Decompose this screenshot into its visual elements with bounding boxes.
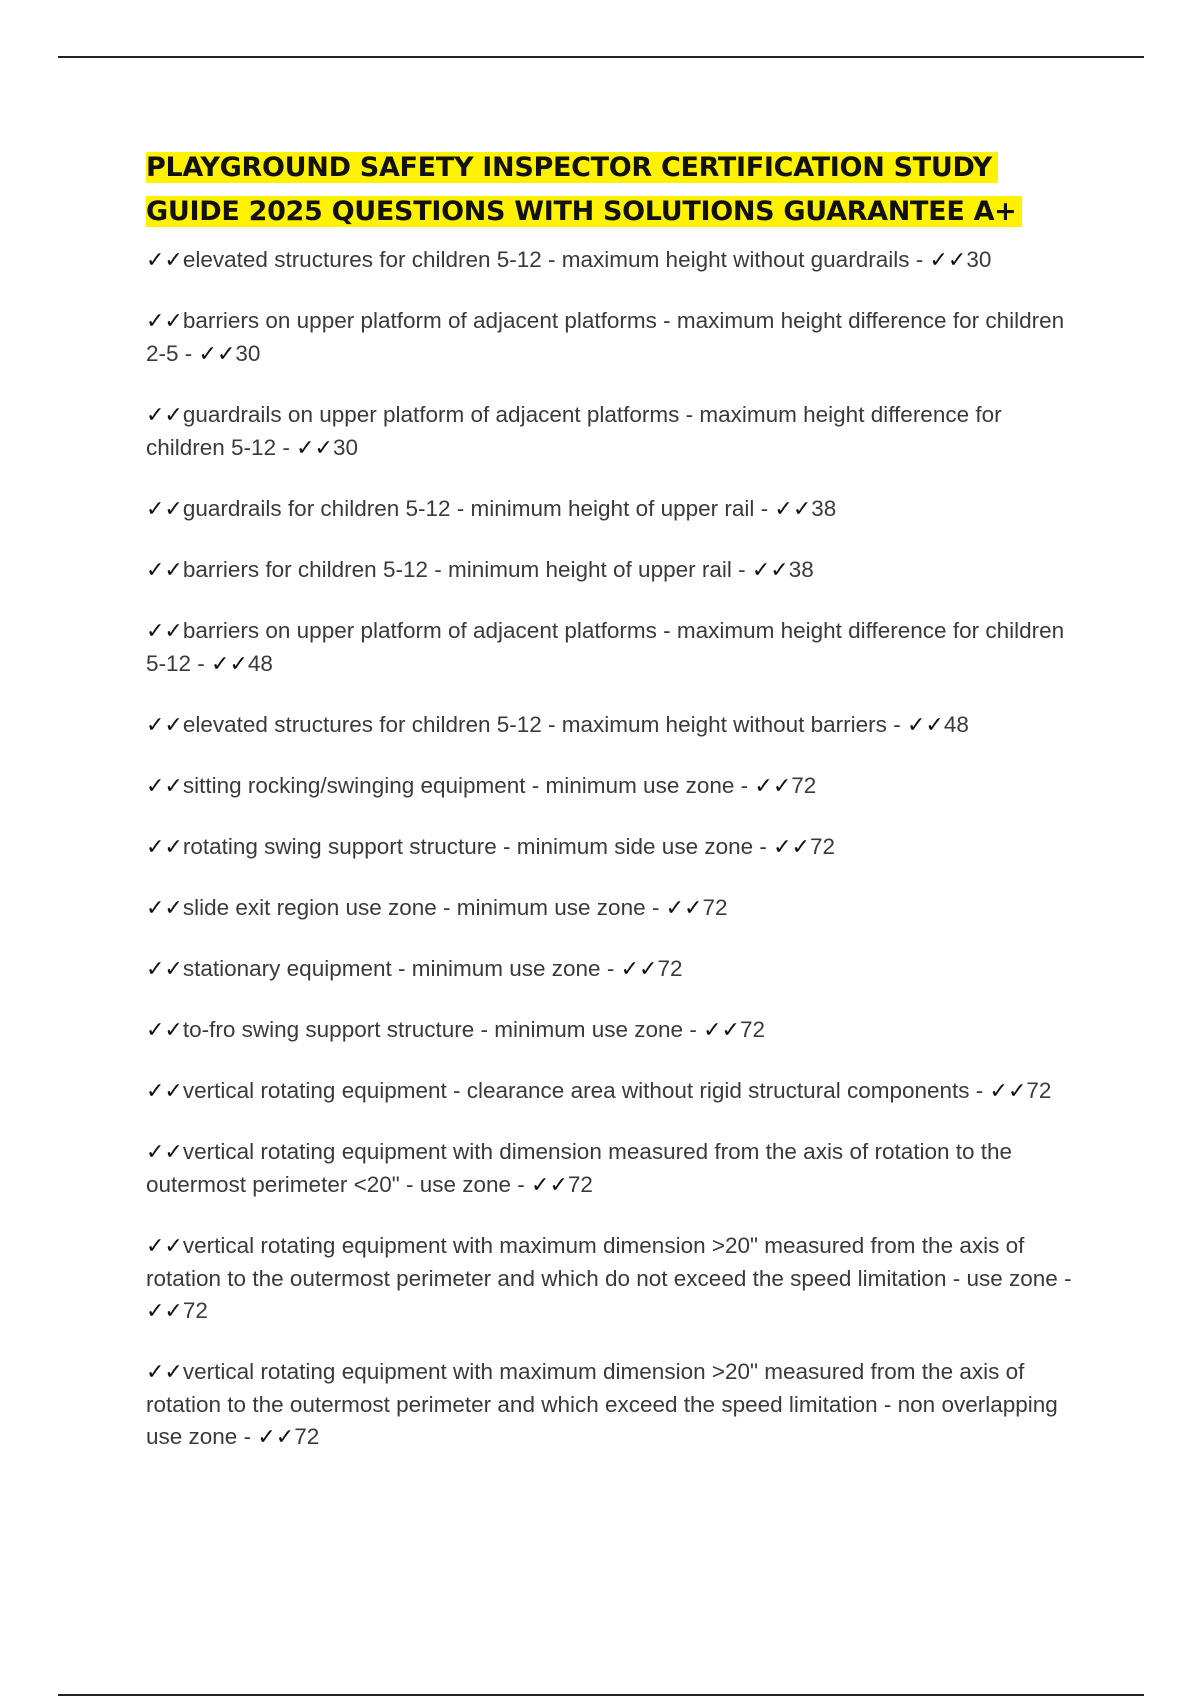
qa-item <box>146 831 1086 864</box>
separator: - <box>969 1078 990 1103</box>
check-mark-icon: ✓✓ <box>929 248 967 273</box>
separator: - <box>683 1017 704 1042</box>
check-mark-icon: ✓✓ <box>146 619 183 644</box>
qa-item <box>146 770 1086 803</box>
question-text: to-fro swing support structure - minimum use zone <box>182 1017 684 1042</box>
answer-text: 30 <box>332 435 358 460</box>
answer-text: 38 <box>811 496 837 521</box>
bottom-rule <box>58 1694 1144 1696</box>
answer-text: 72 <box>294 1424 320 1449</box>
qa-item <box>146 1014 1086 1047</box>
check-mark-icon: ✓✓ <box>146 713 183 738</box>
check-mark-icon: ✓✓ <box>774 497 812 522</box>
check-mark-icon: ✓✓ <box>146 1140 183 1165</box>
check-mark-icon: ✓✓ <box>989 1079 1027 1104</box>
qa-item <box>146 1230 1086 1328</box>
qa-item <box>146 1136 1086 1202</box>
document-body <box>146 146 1086 1482</box>
question-text: stationary equipment - minimum use zone <box>182 956 601 981</box>
question-text: vertical rotating equipment with maximum dimension >20" measured from the axis of rotation to the outermost perimeter and which exceed the speed limitation - non overlapping use zone <box>146 1359 1058 1449</box>
title-highlight: PLAYGROUND SAFETY INSPECTOR CERTIFICATION STUDY GUIDE 2025 QUESTIONS WITH SOLUTIONS GUARANTEE A+ <box>146 152 1022 227</box>
separator: - <box>178 341 199 366</box>
check-mark-icon: ✓✓ <box>211 652 248 677</box>
qa-item <box>146 1356 1086 1454</box>
check-mark-icon: ✓✓ <box>146 896 183 921</box>
question-text: guardrails for children 5-12 - minimum height of upper rail <box>182 496 755 521</box>
qa-item <box>146 1075 1086 1108</box>
separator: - <box>645 895 666 920</box>
separator: - <box>600 956 621 981</box>
question-text: vertical rotating equipment - clearance area without rigid structural components <box>182 1078 970 1103</box>
check-mark-icon: ✓✓ <box>754 774 792 799</box>
question-text: elevated structures for children 5-12 - maximum height without guardrails <box>182 247 910 272</box>
check-mark-icon: ✓✓ <box>146 1299 183 1324</box>
answer-text: 48 <box>943 712 969 737</box>
qa-item <box>146 399 1086 465</box>
check-mark-icon: ✓✓ <box>146 1360 183 1385</box>
answer-text: 72 <box>182 1298 208 1323</box>
check-mark-icon: ✓✓ <box>146 1018 183 1043</box>
check-mark-icon: ✓✓ <box>703 1018 740 1043</box>
check-mark-icon: ✓✓ <box>906 713 944 738</box>
separator: - <box>1057 1266 1072 1291</box>
separator: - <box>886 712 907 737</box>
check-mark-icon: ✓✓ <box>296 436 333 461</box>
separator: - <box>276 435 297 460</box>
check-mark-icon: ✓✓ <box>146 248 183 273</box>
check-mark-icon: ✓✓ <box>531 1173 568 1198</box>
qa-item <box>146 554 1086 587</box>
question-text: barriers on upper platform of adjacent platforms - maximum height difference for children 2-5 <box>146 308 1065 366</box>
check-mark-icon: ✓✓ <box>146 497 183 522</box>
qa-item <box>146 305 1086 371</box>
question-text: vertical rotating equipment with dimension measured from the axis of rotation to the outermost perimeter <20" - use zone <box>146 1139 1013 1197</box>
question-text: slide exit region use zone - minimum use zone <box>182 895 646 920</box>
question-text: guardrails on upper platform of adjacent platforms - maximum height difference for children 5-12 <box>146 402 1002 460</box>
question-text: vertical rotating equipment with maximum dimension >20" measured from the axis of rotation to the outermost perimeter and which do not exceed the speed limitation - use zone <box>146 1233 1058 1291</box>
separator: - <box>734 773 755 798</box>
check-mark-icon: ✓✓ <box>665 896 703 921</box>
check-mark-icon: ✓✓ <box>751 558 789 583</box>
check-mark-icon: ✓✓ <box>257 1425 295 1450</box>
top-rule <box>58 56 1144 58</box>
check-mark-icon: ✓✓ <box>146 1079 183 1104</box>
separator: - <box>237 1424 258 1449</box>
separator: - <box>909 247 930 272</box>
check-mark-icon: ✓✓ <box>146 1234 183 1259</box>
qa-item <box>146 953 1086 986</box>
qa-item <box>146 892 1086 925</box>
answer-text: 72 <box>1026 1078 1052 1103</box>
separator: - <box>191 651 212 676</box>
separator: - <box>511 1172 532 1197</box>
check-mark-icon: ✓✓ <box>146 774 183 799</box>
check-mark-icon: ✓✓ <box>146 957 183 982</box>
qa-item <box>146 709 1086 742</box>
document-title <box>146 146 1086 234</box>
answer-text: 72 <box>810 834 836 859</box>
question-text: sitting rocking/swinging equipment - minimum use zone <box>182 773 735 798</box>
qa-item <box>146 244 1086 277</box>
check-mark-icon: ✓✓ <box>146 558 183 583</box>
check-mark-icon: ✓✓ <box>146 309 183 334</box>
answer-text: 72 <box>791 773 817 798</box>
answer-text: 72 <box>567 1172 593 1197</box>
answer-text: 30 <box>235 341 261 366</box>
question-text: rotating swing support structure - minimum side use zone <box>182 834 754 859</box>
check-mark-icon: ✓✓ <box>146 835 183 860</box>
separator: - <box>731 557 752 582</box>
check-mark-icon: ✓✓ <box>146 403 183 428</box>
question-text: barriers for children 5-12 - minimum height of upper rail <box>182 557 732 582</box>
answer-text: 48 <box>247 651 273 676</box>
qa-list <box>146 244 1086 1454</box>
question-text: elevated structures for children 5-12 - maximum height without barriers <box>182 712 887 737</box>
answer-text: 30 <box>966 247 992 272</box>
check-mark-icon: ✓✓ <box>198 342 236 367</box>
check-mark-icon: ✓✓ <box>620 957 658 982</box>
qa-item <box>146 493 1086 526</box>
separator: - <box>754 496 775 521</box>
answer-text: 72 <box>739 1017 765 1042</box>
answer-text: 38 <box>788 557 814 582</box>
check-mark-icon: ✓✓ <box>773 835 810 860</box>
separator: - <box>753 834 774 859</box>
qa-item <box>146 615 1086 681</box>
answer-text: 72 <box>657 956 683 981</box>
question-text: barriers on upper platform of adjacent platforms - maximum height difference for children 5-12 <box>146 618 1065 676</box>
answer-text: 72 <box>702 895 728 920</box>
